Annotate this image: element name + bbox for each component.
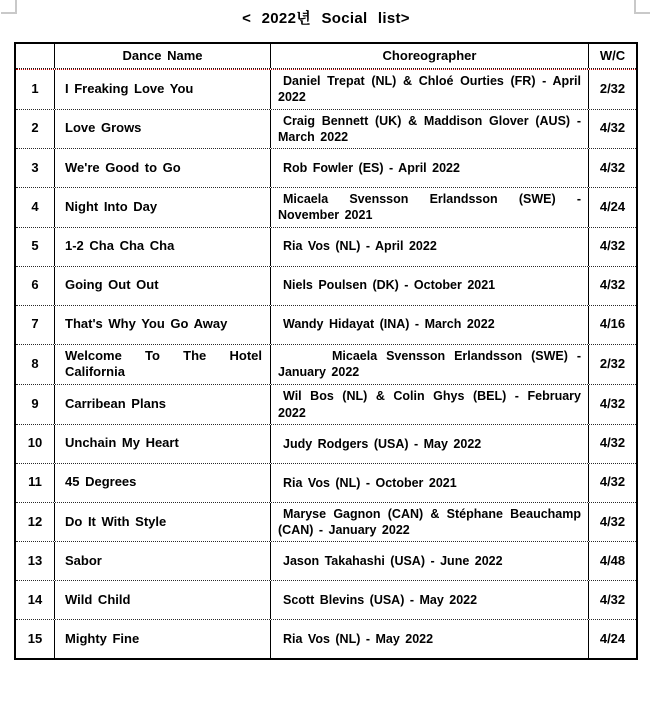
dance-name: Unchain My Heart — [54, 425, 270, 463]
row-number: 13 — [27, 552, 43, 568]
row-number: 10 — [27, 435, 43, 451]
choreographer: Daniel Trepat (NL) & Chloé Ourties (FR) - April 2022 — [270, 70, 588, 109]
choreographer: Ria Vos (NL) - May 2022 — [270, 620, 588, 658]
wc-count: 4/24 — [588, 188, 636, 227]
choreographer: Ria Vos (NL) - October 2021 — [270, 464, 588, 502]
row-number: 11 — [28, 474, 42, 490]
choreographer: Micaela Svensson Erlandsson (SWE) - January 2022 — [270, 345, 588, 385]
wc-count: 4/32 — [588, 503, 636, 542]
table-row — [16, 266, 636, 305]
choreographer: Craig Bennett (UK) & Maddison Glover (AUS) - March 2022 — [270, 110, 588, 149]
dance-name: I Freaking Love You — [54, 70, 270, 109]
table-row — [16, 384, 636, 424]
row-number: 9 — [31, 396, 39, 412]
header-number-cell — [16, 44, 54, 68]
row-number: 7 — [31, 316, 39, 332]
dance-name: Love Grows — [54, 110, 270, 149]
table-header — [16, 44, 636, 68]
wc-count: 4/16 — [588, 306, 636, 344]
wc-count: 4/32 — [588, 267, 636, 305]
dance-name: That's Why You Go Away — [54, 306, 270, 344]
choreographer: Ria Vos (NL) - April 2022 — [270, 228, 588, 266]
table-row — [16, 502, 636, 542]
social-list-table — [14, 42, 638, 660]
row-number: 5 — [31, 238, 39, 254]
row-number: 4 — [31, 198, 39, 214]
wc-count: 2/32 — [588, 70, 636, 109]
table-row — [16, 148, 636, 187]
header-dance-name: Dance Name — [54, 44, 270, 68]
choreographer: Judy Rodgers (USA) - May 2022 — [270, 425, 588, 463]
wc-count: 4/48 — [588, 542, 636, 580]
row-number: 2 — [31, 120, 39, 136]
table-header-row — [16, 44, 636, 68]
row-number: 8 — [31, 355, 39, 371]
choreographer: Rob Fowler (ES) - April 2022 — [270, 149, 588, 187]
choreographer: Maryse Gagnon (CAN) & Stéphane Beauchamp (CAN) - January 2022 — [270, 503, 588, 542]
dance-name: Carribean Plans — [54, 385, 270, 424]
row-number: 6 — [31, 277, 39, 293]
table-row — [16, 187, 636, 227]
row-number: 15 — [27, 630, 43, 646]
dance-name: Welcome To The Hotel California — [54, 345, 270, 385]
choreographer: Wil Bos (NL) & Colin Ghys (BEL) - February 2022 — [270, 385, 588, 424]
header-choreographer: Choreographer — [270, 44, 588, 68]
wc-count: 4/32 — [588, 464, 636, 502]
wc-count: 4/32 — [588, 110, 636, 149]
table-row — [16, 580, 636, 619]
wc-count: 4/32 — [588, 228, 636, 266]
choreographer: Niels Poulsen (DK) - October 2021 — [270, 267, 588, 305]
choreographer: Jason Takahashi (USA) - June 2022 — [270, 542, 588, 580]
row-number: 12 — [27, 513, 43, 529]
table-row — [16, 619, 636, 658]
dance-name: 1-2 Cha Cha Cha — [54, 228, 270, 266]
row-number: 1 — [31, 80, 39, 96]
table-row — [16, 109, 636, 149]
table-row — [16, 227, 636, 266]
page-title: < 2022년 Social list> — [242, 10, 410, 27]
dance-name: We're Good to Go — [54, 149, 270, 187]
dance-name: Night Into Day — [54, 188, 270, 227]
wc-count: 2/32 — [588, 345, 636, 385]
table-row — [16, 463, 636, 502]
wc-count: 4/24 — [588, 620, 636, 658]
table-body — [16, 70, 636, 658]
row-number: 14 — [27, 591, 43, 607]
choreographer: Micaela Svensson Erlandsson (SWE) - November 2021 — [270, 188, 588, 227]
wc-count: 4/32 — [588, 385, 636, 424]
choreographer: Wandy Hidayat (INA) - March 2022 — [270, 306, 588, 344]
header-wc: W/C — [588, 44, 636, 68]
dance-name: Mighty Fine — [54, 620, 270, 658]
dance-name: Wild Child — [54, 581, 270, 619]
table-row — [16, 305, 636, 344]
dance-name: Do It With Style — [54, 503, 270, 542]
row-number: 3 — [31, 159, 39, 175]
wc-count: 4/32 — [588, 581, 636, 619]
wc-count: 4/32 — [588, 149, 636, 187]
table-row — [16, 424, 636, 463]
table-row — [16, 70, 636, 109]
dance-name: 45 Degrees — [54, 464, 270, 502]
choreographer: Scott Blevins (USA) - May 2022 — [270, 581, 588, 619]
dance-name: Sabor — [54, 542, 270, 580]
wc-count: 4/32 — [588, 425, 636, 463]
table-row — [16, 344, 636, 385]
dance-name: Going Out Out — [54, 267, 270, 305]
table-row — [16, 541, 636, 580]
